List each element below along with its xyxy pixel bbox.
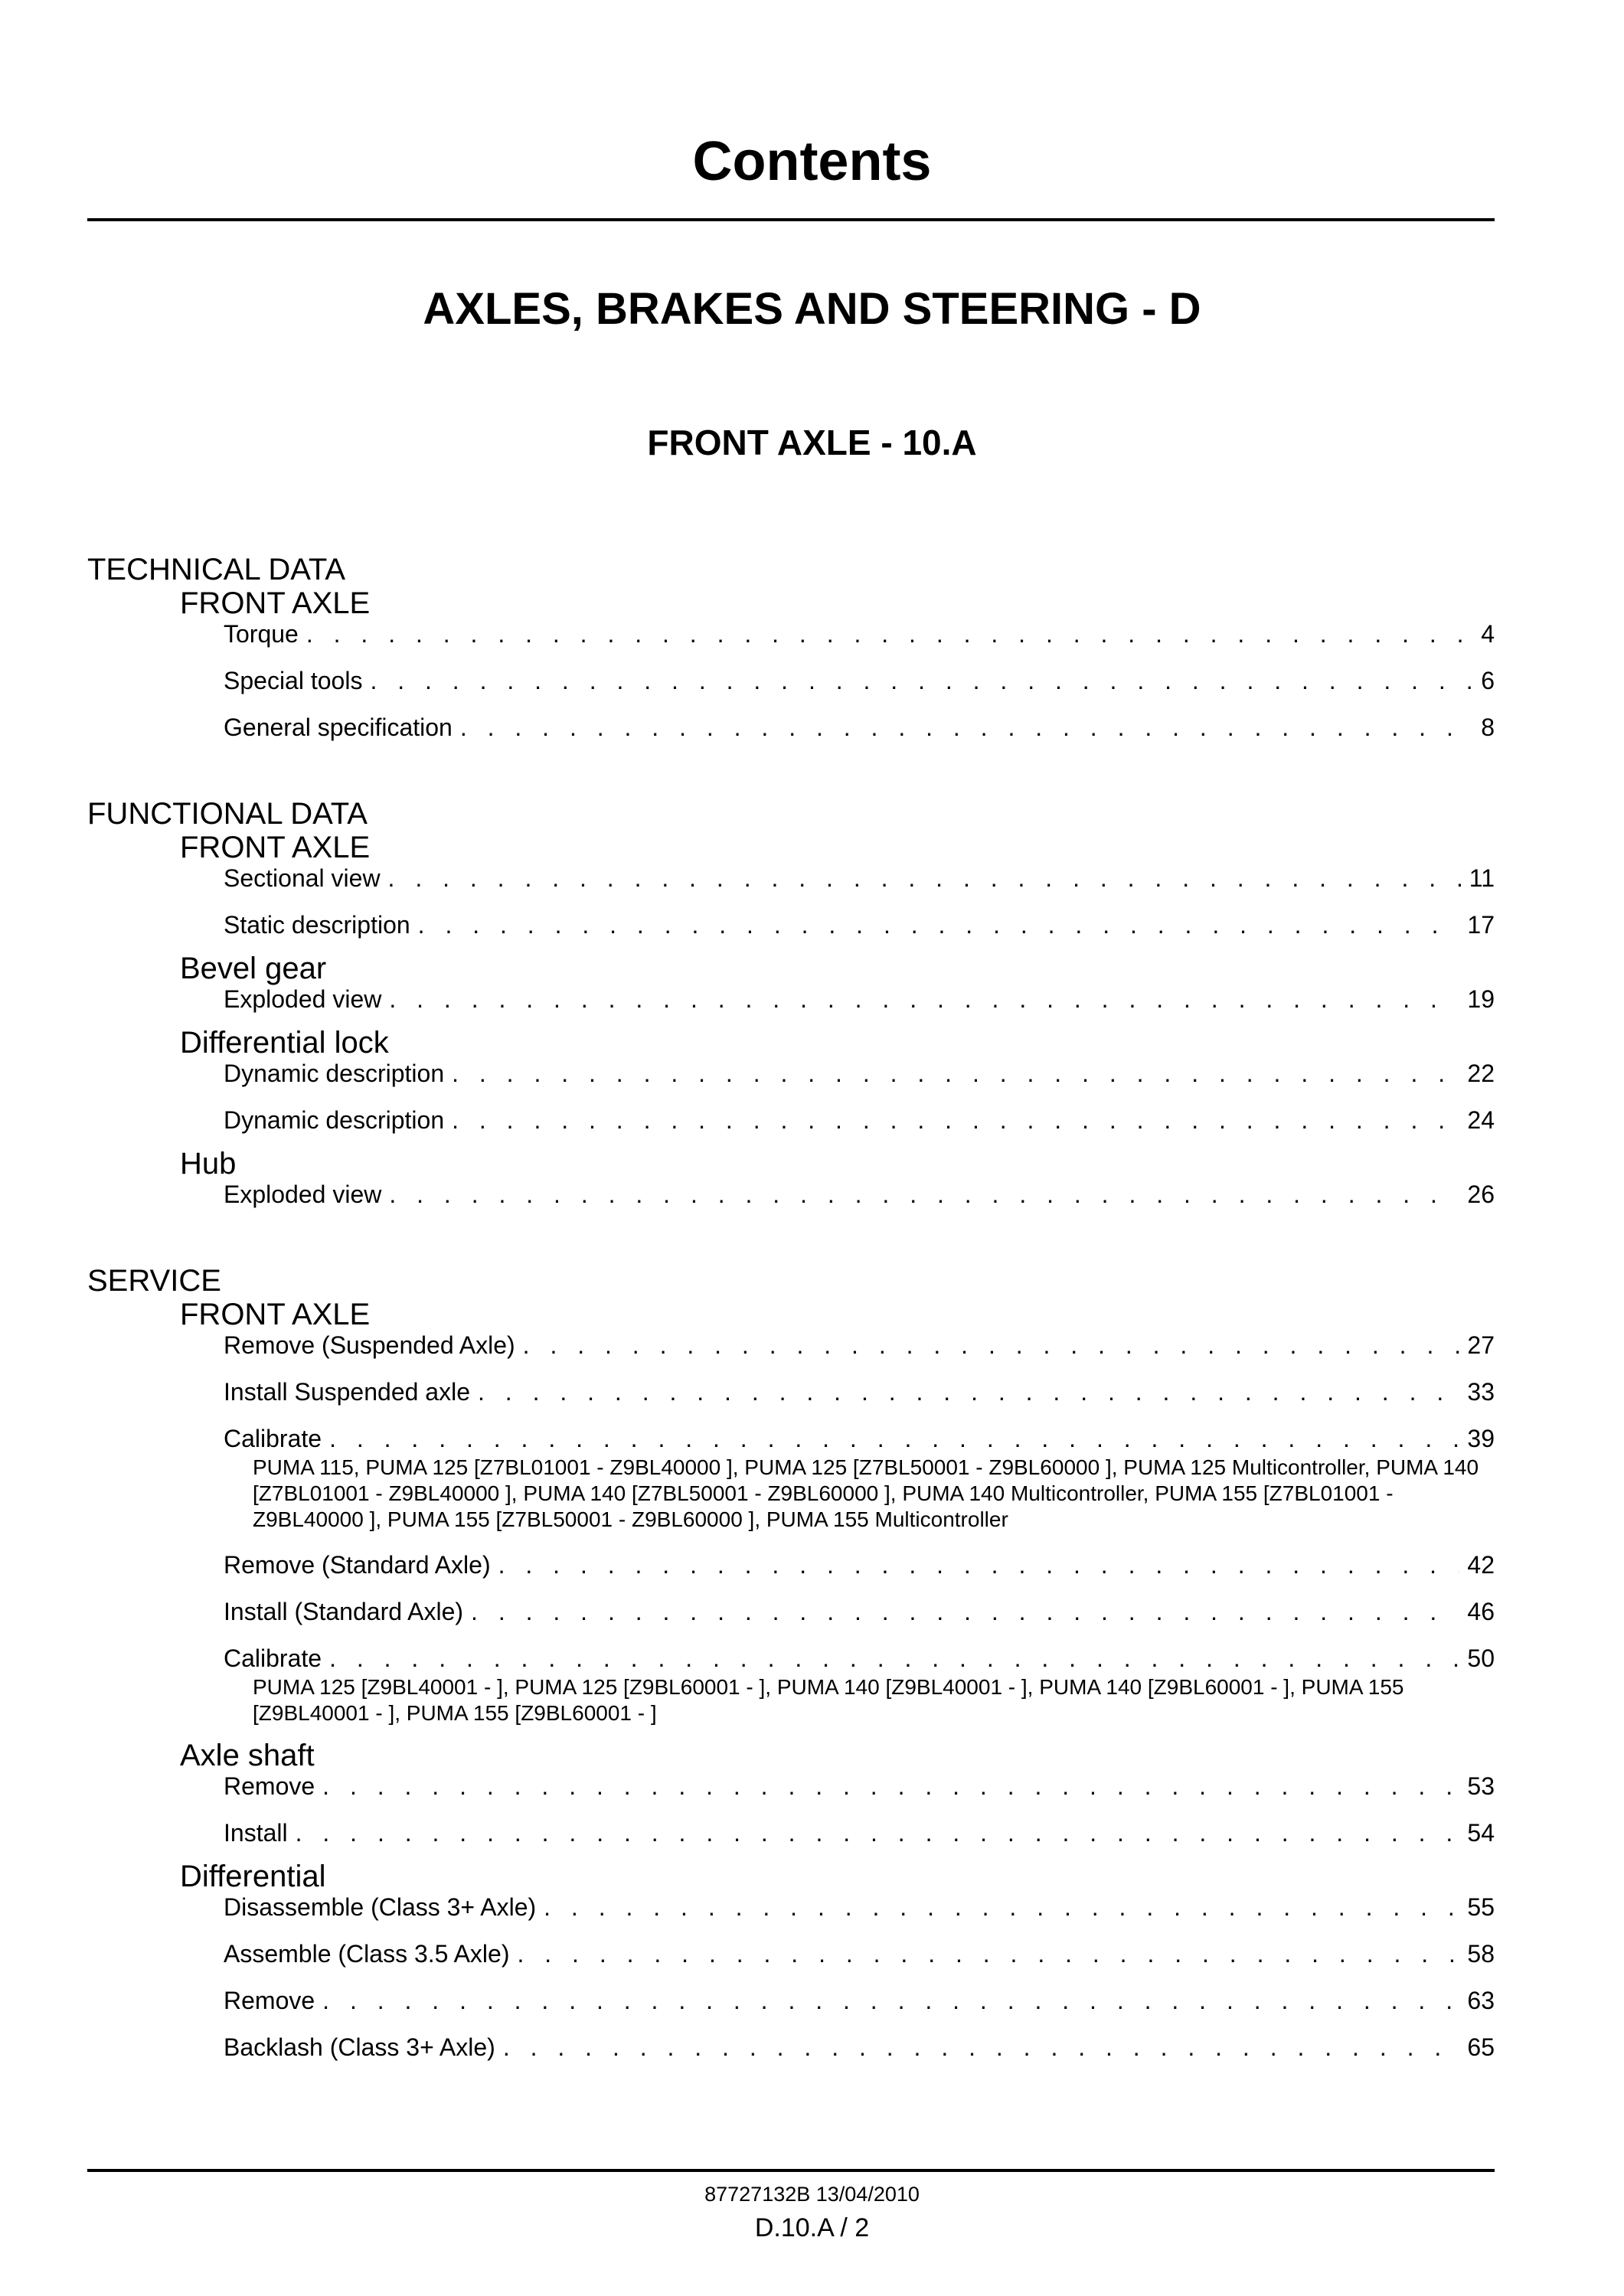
page-reference: D.10.A / 2 <box>754 2213 870 2242</box>
dot-leader <box>460 714 1473 742</box>
entry-page-number: 46 <box>1467 1598 1495 1625</box>
group-heading: FUNCTIONAL DATA <box>87 797 368 831</box>
entry-page-number: 33 <box>1467 1378 1495 1406</box>
dot-leader <box>503 2033 1460 2062</box>
toc-entry-exploded-view[interactable] <box>224 1181 1495 1209</box>
entry-page-number: 26 <box>1467 1181 1495 1208</box>
toc-group-functional-data <box>87 797 1495 1209</box>
subgroup-heading: Axle shaft <box>180 1739 315 1772</box>
toc-entry-calibrate[interactable] <box>224 1644 1495 1726</box>
toc-entry-remove-standard-axle[interactable] <box>224 1551 1495 1579</box>
entry-label: Disassemble (Class 3+ Axle) <box>224 1893 537 1921</box>
entry-page-number: 63 <box>1467 1987 1495 2014</box>
dot-leader <box>498 1551 1460 1579</box>
entry-label: Dynamic description <box>224 1060 445 1087</box>
entry-label: Install <box>224 1819 288 1847</box>
toc-entry-remove[interactable] <box>224 1987 1495 2015</box>
dot-leader <box>452 1060 1459 1088</box>
document-code: 87727132B 13/04/2010 <box>704 2183 920 2206</box>
subgroup-heading: Differential lock <box>180 1026 389 1060</box>
group-heading: TECHNICAL DATA <box>87 553 346 586</box>
toc-entry-general-specification[interactable] <box>224 714 1495 742</box>
entry-label: Install Suspended axle <box>224 1378 470 1406</box>
entry-page-number: 6 <box>1481 667 1495 694</box>
subgroup-heading: Hub <box>180 1147 237 1181</box>
toc-group-service <box>87 1264 1495 2062</box>
entry-page-number: 22 <box>1467 1060 1495 1087</box>
subgroup-heading: Differential <box>180 1860 326 1893</box>
entry-label: Remove (Suspended Axle) <box>224 1331 515 1359</box>
entry-label: Remove (Standard Axle) <box>224 1551 491 1579</box>
dot-leader <box>370 667 1473 695</box>
entry-applicability-note: PUMA 115, PUMA 125 [Z7BL01001 - Z9BL40000 ], PUMA 125 [Z7BL50001 - Z9BL60000 ], PUMA 125 Multicontroller, PUMA 140 [Z7BL01001 - Z9BL40000 ], PUMA 140 [Z7BL50001 - Z9BL60000 ], PUMA 140 Multicontroller, PUMA 155 [Z7BL01001 - Z9BL40000 ], PUMA 155 [Z7BL50001 - Z9BL60000 ], PUMA 155 Multicontroller <box>253 1455 1479 1531</box>
entry-page-number: 53 <box>1467 1772 1495 1800</box>
dot-leader <box>452 1106 1459 1135</box>
entry-page-number: 17 <box>1467 911 1495 939</box>
dot-leader <box>523 1331 1460 1360</box>
dot-leader <box>306 620 1473 648</box>
toc-group-technical-data <box>87 553 1495 742</box>
toc-entry-torque[interactable] <box>224 620 1495 648</box>
footer-rule <box>87 2169 1495 2172</box>
group-heading: SERVICE <box>87 1264 221 1298</box>
entry-page-number: 54 <box>1467 1819 1495 1847</box>
entry-page-number: 24 <box>1467 1106 1495 1134</box>
entry-label: Remove <box>224 1987 315 2014</box>
dot-leader <box>329 1425 1459 1453</box>
entry-page-number: 11 <box>1469 864 1495 892</box>
dot-leader <box>418 911 1460 939</box>
table-of-contents <box>87 553 1495 2062</box>
dot-leader <box>478 1378 1459 1406</box>
dot-leader <box>517 1940 1459 1968</box>
toc-entry-assemble[interactable] <box>224 1940 1495 1968</box>
section-title: FRONT AXLE - 10.A <box>647 423 977 462</box>
page-title: Contents <box>692 131 932 192</box>
entry-page-number: 8 <box>1481 714 1495 741</box>
entry-label: Exploded view <box>224 1181 382 1208</box>
dot-leader <box>389 1181 1459 1209</box>
toc-entry-static-description[interactable] <box>224 911 1495 939</box>
dot-leader <box>388 864 1462 893</box>
dot-leader <box>322 1772 1459 1801</box>
entry-label: Install (Standard Axle) <box>224 1598 464 1625</box>
entry-page-number: 50 <box>1467 1644 1495 1672</box>
toc-entry-install-standard-axle[interactable] <box>224 1598 1495 1626</box>
entry-label: Sectional view <box>224 864 381 892</box>
toc-entry-disassemble[interactable] <box>224 1893 1495 1922</box>
entry-label: Backlash (Class 3+ Axle) <box>224 2033 495 2061</box>
dot-leader <box>471 1598 1459 1626</box>
dot-leader <box>329 1644 1459 1673</box>
entry-label: Static description <box>224 911 410 939</box>
toc-entry-backlash[interactable] <box>224 2033 1495 2062</box>
entry-page-number: 42 <box>1467 1551 1495 1579</box>
dot-leader <box>544 1893 1459 1922</box>
entry-label: General specification <box>224 714 453 741</box>
toc-entry-dynamic-description[interactable] <box>224 1060 1495 1088</box>
entry-label: Exploded view <box>224 985 382 1013</box>
entry-applicability-note: PUMA 125 [Z9BL40001 - ], PUMA 125 [Z9BL60001 - ], PUMA 140 [Z9BL40001 - ], PUMA 140 [Z9BL60001 - ], PUMA 155 [Z9BL40001 - ], PUMA 155 [Z9BL60001 - ] <box>253 1675 1404 1725</box>
entry-page-number: 39 <box>1467 1425 1495 1452</box>
entry-label: Torque <box>224 620 299 648</box>
dot-leader <box>389 985 1459 1014</box>
toc-entry-install-suspended-axle[interactable] <box>224 1378 1495 1406</box>
chapter-title: AXLES, BRAKES AND STEERING - D <box>423 284 1201 334</box>
entry-label: Dynamic description <box>224 1106 445 1134</box>
dot-leader <box>322 1987 1459 2015</box>
toc-entry-special-tools[interactable] <box>224 667 1495 695</box>
entry-label: Special tools <box>224 667 363 694</box>
toc-entry-dynamic-description[interactable] <box>224 1106 1495 1135</box>
dot-leader <box>296 1819 1460 1847</box>
toc-entry-install[interactable] <box>224 1819 1495 1847</box>
entry-page-number: 19 <box>1467 985 1495 1013</box>
header-rule <box>87 218 1495 221</box>
entry-label: Calibrate <box>224 1425 322 1452</box>
subgroup-heading: Bevel gear <box>180 952 327 985</box>
subgroup-heading: FRONT AXLE <box>180 831 371 864</box>
entry-page-number: 4 <box>1481 620 1495 648</box>
entry-page-number: 65 <box>1467 2033 1495 2061</box>
toc-entry-sectional-view[interactable] <box>224 864 1495 893</box>
entry-label: Remove <box>224 1772 315 1800</box>
toc-entry-remove-suspended-axle[interactable] <box>224 1331 1495 1360</box>
toc-entry-calibrate[interactable] <box>224 1425 1495 1533</box>
entry-page-number: 58 <box>1467 1940 1495 1968</box>
subgroup-heading: FRONT AXLE <box>180 1298 371 1331</box>
subgroup-heading: FRONT AXLE <box>180 586 371 620</box>
entry-page-number: 27 <box>1467 1331 1495 1359</box>
toc-entry-exploded-view[interactable] <box>224 985 1495 1014</box>
entry-label: Calibrate <box>224 1644 322 1672</box>
toc-entry-remove[interactable] <box>224 1772 1495 1801</box>
entry-label: Assemble (Class 3.5 Axle) <box>224 1940 510 1968</box>
entry-page-number: 55 <box>1467 1893 1495 1921</box>
